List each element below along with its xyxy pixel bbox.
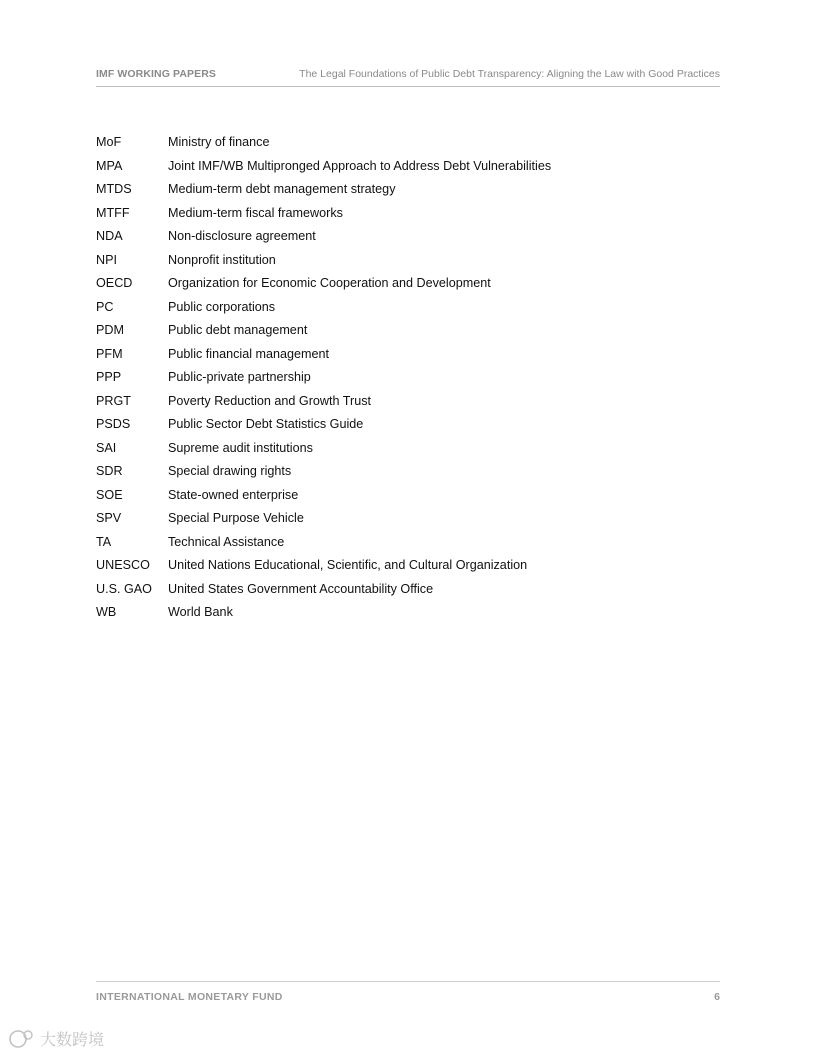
abbreviation-row [96, 487, 720, 511]
abbreviation-definition: State-owned enterprise [168, 487, 299, 502]
abbreviation-row [96, 252, 720, 276]
abbreviation-row [96, 181, 720, 205]
abbreviation-definition: Medium-term fiscal frameworks [168, 205, 343, 220]
abbreviation-row [96, 134, 720, 158]
abbreviation-code: UNESCO [96, 558, 150, 572]
abbreviation-code: SPV [96, 511, 122, 525]
abbreviation-code: MPA [96, 158, 123, 173]
abbreviation-definition: Non-disclosure agreement [168, 229, 316, 243]
abbreviation-row [96, 228, 720, 252]
abbreviation-definition: Public corporations [168, 299, 276, 314]
abbreviation-row [96, 581, 720, 605]
abbreviation-row [96, 463, 720, 487]
abbreviation-definition: Medium-term debt management strategy [168, 182, 396, 196]
page-footer [96, 981, 720, 1008]
abbreviation-code: SOE [96, 487, 123, 502]
abbreviation-code: MTFF [96, 205, 130, 220]
abbreviation-definition: Technical Assistance [168, 534, 285, 549]
abbreviation-row [96, 275, 720, 299]
abbreviation-code: OECD [96, 276, 133, 290]
series-title: IMF WORKING PAPERS [96, 68, 217, 80]
abbreviation-code: SAI [96, 440, 117, 455]
abbreviation-code: U.S. GAO [96, 581, 152, 596]
abbreviation-definition: Public financial management [168, 346, 330, 361]
abbreviation-code: SDR [96, 464, 123, 478]
abbreviation-row [96, 604, 720, 628]
abbreviation-definition: United Nations Educational, Scientific, and Cultural Organization [168, 558, 528, 572]
watermark-logo [6, 1026, 116, 1052]
abbreviation-row [96, 299, 720, 323]
abbreviation-code: MTDS [96, 182, 132, 196]
abbreviation-code: TA [96, 534, 112, 549]
abbreviation-code: PSDS [96, 417, 131, 431]
abbreviation-code: MoF [96, 135, 122, 149]
abbreviation-definition: Special drawing rights [168, 464, 292, 478]
abbreviation-definition: Ministry of finance [168, 135, 270, 149]
paper-title: The Legal Foundations of Public Debt Transparency: Aligning the Law with Good Practices [299, 68, 720, 80]
abbreviation-list [96, 134, 720, 628]
abbreviation-row [96, 534, 720, 558]
abbreviation-definition: Poverty Reduction and Growth Trust [168, 393, 371, 408]
watermark-text: 大数跨境 [40, 1030, 105, 1049]
abbreviation-definition: Organization for Economic Cooperation and Development [168, 276, 491, 290]
abbreviation-row [96, 416, 720, 440]
abbreviation-code: PRGT [96, 393, 131, 408]
abbreviation-row [96, 440, 720, 464]
abbreviation-row [96, 369, 720, 393]
abbreviation-definition: Public Sector Debt Statistics Guide [168, 417, 364, 431]
abbreviation-row [96, 510, 720, 534]
abbreviation-definition: Joint IMF/WB Multipronged Approach to Address Debt Vulnerabilities [168, 158, 552, 173]
abbreviation-row [96, 205, 720, 229]
abbreviation-code: NPI [96, 252, 117, 267]
publisher-name: INTERNATIONAL MONETARY FUND [96, 991, 283, 1003]
abbreviation-row [96, 322, 720, 346]
page-number: 6 [714, 991, 720, 1003]
abbreviation-code: WB [96, 605, 117, 619]
abbreviation-definition: United States Government Accountability Office [168, 581, 434, 596]
abbreviation-definition: Public debt management [168, 323, 308, 337]
abbreviation-definition: Supreme audit institutions [168, 440, 313, 455]
abbreviation-row [96, 346, 720, 370]
abbreviation-code: PC [96, 299, 114, 314]
abbreviation-row [96, 158, 720, 182]
page-header [96, 66, 720, 87]
abbreviation-definition: Public-private partnership [168, 370, 311, 384]
abbreviation-definition: Nonprofit institution [168, 252, 276, 267]
abbreviation-code: PPP [96, 370, 122, 384]
abbreviation-code: NDA [96, 229, 123, 243]
abbreviation-code: PDM [96, 323, 124, 337]
abbreviation-code: PFM [96, 346, 123, 361]
abbreviation-definition: World Bank [168, 605, 233, 619]
abbreviation-row [96, 393, 720, 417]
abbreviation-definition: Special Purpose Vehicle [168, 511, 304, 525]
abbreviation-row [96, 557, 720, 581]
